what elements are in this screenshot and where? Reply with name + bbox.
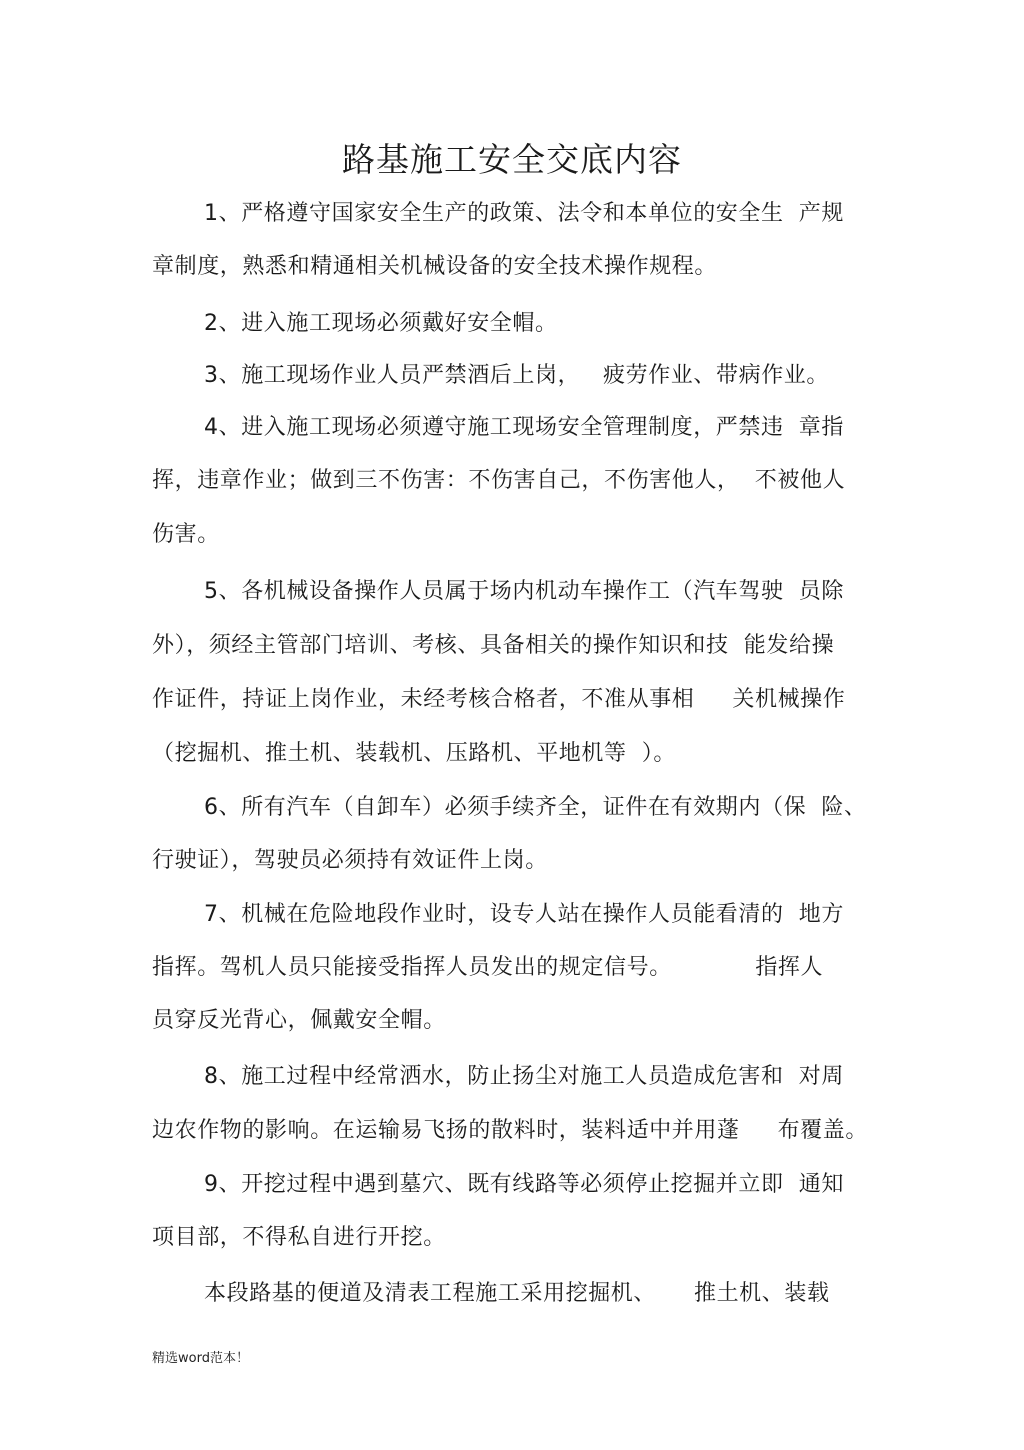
item-7-line-3: 员穿反光背心，佩戴安全帽。 [152,1008,446,1033]
item-7-line-1: 7、机械在危险地段作业时，设专人站在操作人员能看清的 地方 [204,902,844,927]
item-9-line-1: 9、开挖过程中遇到墓穴、既有线路等必须停止挖掘并立即 通知 [204,1172,844,1197]
item-4-line-3: 伤害。 [152,522,220,547]
closing-paragraph-line-1: 本段路基的便道及清表工程施工采用挖掘机、 推土机、装载 [204,1281,830,1306]
item-8-line-2: 边农作物的影响。在运输易飞扬的散料时，装料适中并用蓬 布覆盖。 [152,1118,868,1143]
item-5-line-3: 作证件，持证上岗作业，未经考核合格者，不准从事相 关机械操作 [152,687,846,712]
item-4-line-2: 挥，违章作业；做到三不伤害：不伤害自己，不伤害他人， 不被他人 [152,468,846,493]
item-1-line-2: 章制度，熟悉和精通相关机械设备的安全技术操作规程。 [152,254,718,279]
page-footer: 精选word范本！ [152,1351,249,1366]
item-5-line-1: 5、各机械设备操作人员属于场内机动车操作工（汽车驾驶 员除 [204,579,844,604]
item-6-number: 6 [204,795,219,820]
item-7-line-2: 指挥。驾机人员只能接受指挥人员发出的规定信号。 指挥人 [152,955,824,980]
item-5-line-4: （挖掘机、推土机、装载机、压路机、平地机等 ）。 [152,741,676,766]
item-4-number: 4 [204,415,219,440]
item-4-line-1: 4、进入施工现场必须遵守施工现场安全管理制度，严禁违 章指 [204,415,844,440]
item-9-number: 9 [204,1172,219,1197]
item-6-line-1: 6、所有汽车（自卸车）必须手续齐全，证件在有效期内（保 险、 [204,795,867,820]
item-2-line-1: 2、进入施工现场必须戴好安全帽。 [204,311,558,336]
item-1-line-1: 1、严格遵守国家安全生产的政策、法令和本单位的安全生 产规 [204,201,844,226]
item-3-line-1: 3、施工现场作业人员严禁酒后上岗， 疲劳作业、带病作业。 [204,363,829,388]
item-7-number: 7 [204,902,219,927]
item-6-line-2: 行驶证），驾驶员必须持有效证件上岗。 [152,848,548,873]
item-3-number: 3 [204,363,219,388]
item-1-number: 1 [204,201,219,226]
item-5-number: 5 [204,579,219,604]
item-8-line-1: 8、施工过程中经常洒水，防止扬尘对施工人员造成危害和 对周 [204,1064,844,1089]
item-5-line-2: 外），须经主管部门培训、考核、具备相关的操作知识和技 能发给操 [152,633,835,658]
page-title: 路基施工安全交底内容 [342,140,682,179]
item-8-number: 8 [204,1064,219,1089]
item-2-number: 2 [204,311,219,336]
item-9-line-2: 项目部，不得私自进行开挖。 [152,1225,446,1250]
